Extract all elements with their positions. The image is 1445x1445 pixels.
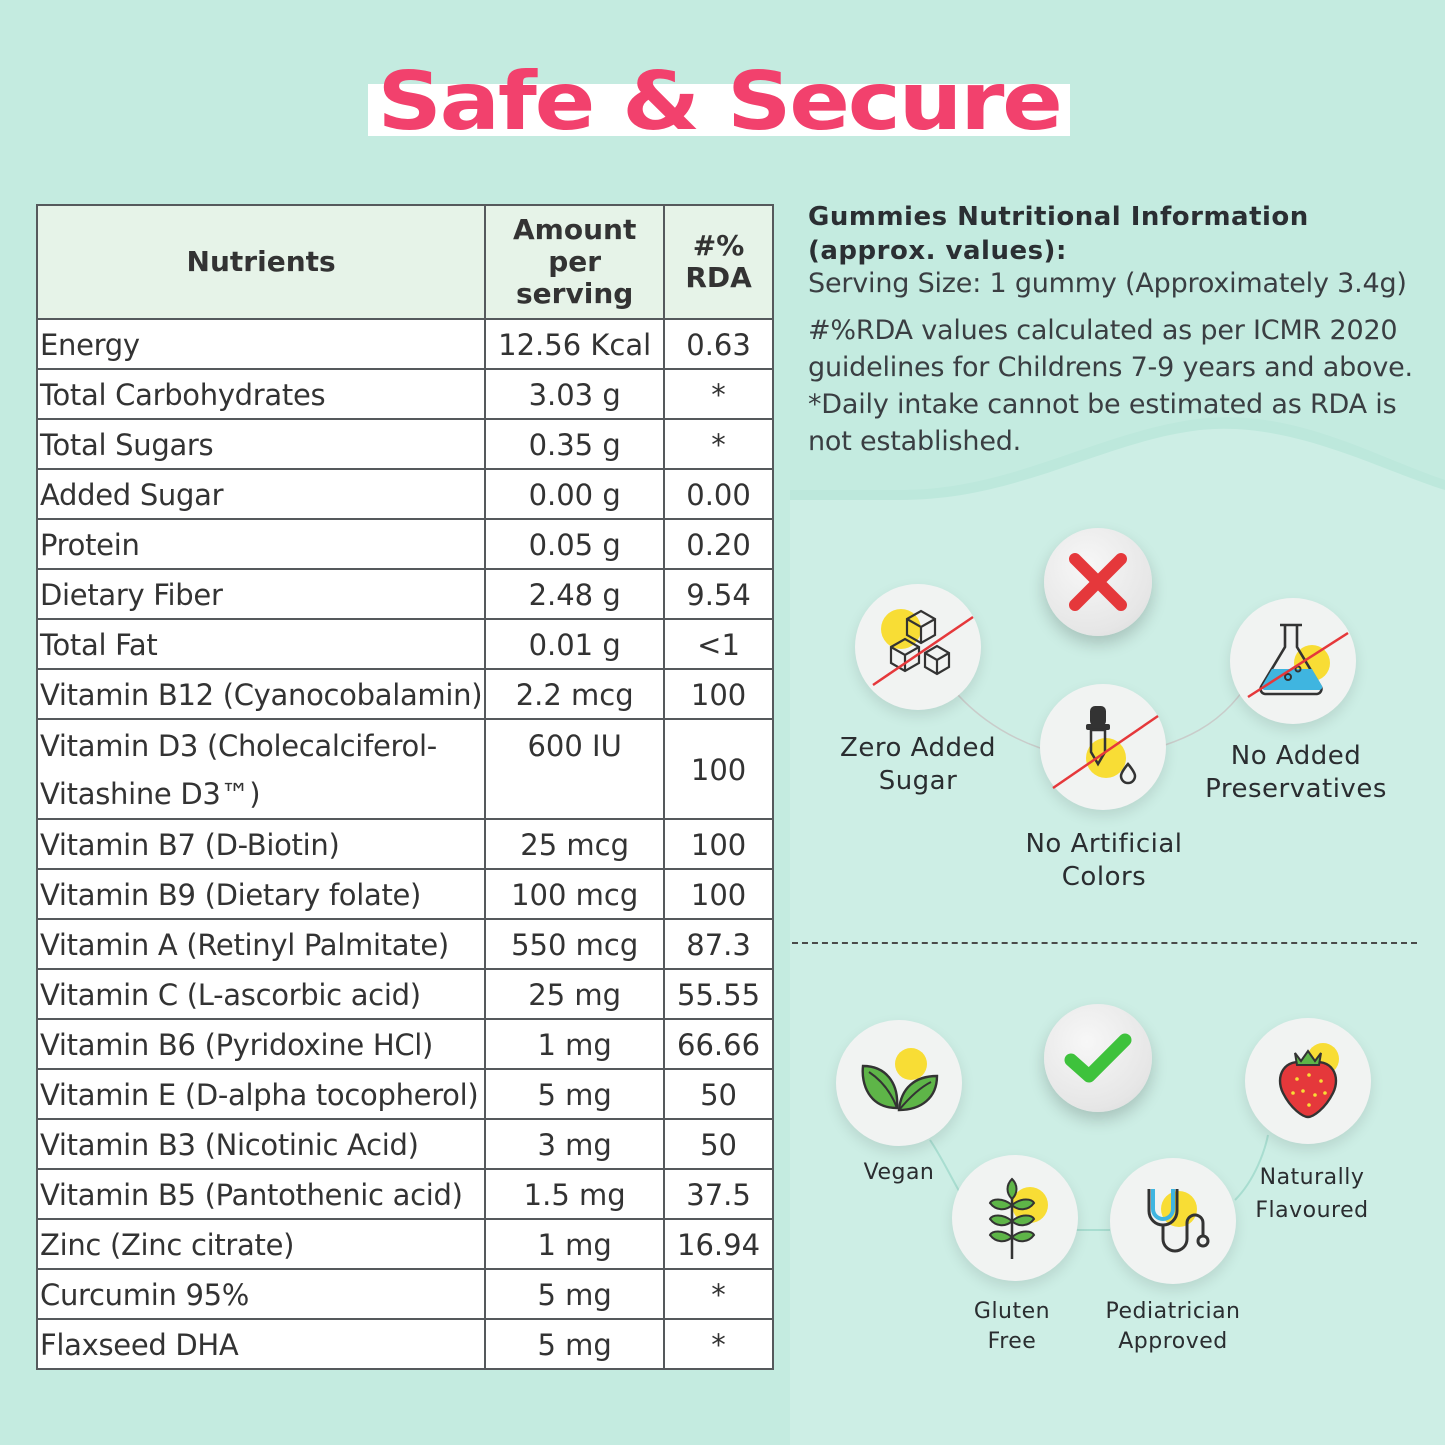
table-row	[37, 619, 773, 669]
zero-sugar-label	[820, 732, 1016, 798]
nutrition-info	[808, 200, 1433, 460]
table-row	[37, 319, 773, 369]
nutrient-amount: 5 mg	[485, 1269, 664, 1319]
no-preservatives-label	[1190, 740, 1402, 806]
nutrient-amount: 0.35 g	[485, 419, 664, 469]
no-colors-line2: Colors	[1061, 862, 1147, 892]
rda-note-2: *Daily intake cannot be estimated as RDA is not established.	[808, 389, 1397, 457]
nutrient-name: Vitamin B9 (Dietary folate)	[37, 869, 485, 919]
stethoscope-icon	[1135, 1183, 1211, 1259]
nutrient-name: Vitamin B5 (Pantothenic acid)	[37, 1169, 485, 1219]
nutrient-rda: 50	[664, 1119, 773, 1169]
nutrient-rda: *	[664, 419, 773, 469]
nutrient-name: Total Sugars	[37, 419, 485, 469]
nutrient-amount: 0.00 g	[485, 469, 664, 519]
pediatrician-line1: Pediatrician	[1105, 1299, 1241, 1324]
gluten-free-line1: Gluten	[973, 1299, 1051, 1324]
strawberry-icon	[1273, 1043, 1343, 1119]
nutrient-amount: 1.5 mg	[485, 1169, 664, 1219]
nutrient-amount: 600 IU	[485, 719, 664, 819]
nutrient-name: Protein	[37, 519, 485, 569]
nutrient-amount: 550 mcg	[485, 919, 664, 969]
nutrient-rda: 100	[664, 669, 773, 719]
table-row	[37, 469, 773, 519]
nutrient-rda: *	[664, 1269, 773, 1319]
wheat-icon	[980, 1175, 1050, 1261]
no-preservatives-line2: Preservatives	[1205, 774, 1387, 804]
nutrient-name: Vitamin B12 (Cyanocobalamin)	[37, 669, 485, 719]
zero-sugar-circle	[855, 584, 981, 710]
table-row	[37, 369, 773, 419]
header-rda: #% RDA	[664, 205, 773, 319]
nutrient-amount: 5 mg	[485, 1319, 664, 1369]
nutrient-rda: 100	[664, 719, 773, 819]
nutrient-amount: 25 mg	[485, 969, 664, 1019]
nutrient-rda: 100	[664, 819, 773, 869]
check-badge	[1044, 1004, 1152, 1112]
table-row	[37, 569, 773, 619]
nutrient-rda: 50	[664, 1069, 773, 1119]
header-amount: Amount per serving	[485, 205, 664, 319]
table-row	[37, 1219, 773, 1269]
nutrient-name: Total Fat	[37, 619, 485, 669]
nutrient-amount: 2.2 mcg	[485, 669, 664, 719]
natural-flavour-circle	[1245, 1018, 1371, 1144]
natural-flavour-line1: Naturally	[1259, 1165, 1365, 1190]
leaves-icon	[859, 1048, 939, 1118]
nutrient-name: Energy	[37, 319, 485, 369]
table-row	[37, 719, 773, 819]
table-row	[37, 1119, 773, 1169]
pediatrician-line2: Approved	[1118, 1329, 1228, 1354]
nutrient-amount: 0.01 g	[485, 619, 664, 669]
rda-note-1: #%RDA values calculated as per ICMR 2020 guidelines for Childrens 7-9 years and above.	[808, 315, 1413, 383]
no-colors-label	[1004, 828, 1204, 894]
natural-flavour-line2: Flavoured	[1255, 1198, 1369, 1223]
table-row	[37, 869, 773, 919]
section-divider	[792, 942, 1417, 944]
nutrient-rda: 66.66	[664, 1019, 773, 1069]
nutrient-amount: 3 mg	[485, 1119, 664, 1169]
table-row	[37, 669, 773, 719]
vegan-circle	[836, 1020, 962, 1146]
table-row	[37, 1319, 773, 1369]
nutrient-amount: 2.48 g	[485, 569, 664, 619]
nutrient-name: Total Carbohydrates	[37, 369, 485, 419]
nutrient-name: Vitamin C (L-ascorbic acid)	[37, 969, 485, 1019]
table-body	[37, 319, 773, 1369]
nutrient-name: Flaxseed DHA	[37, 1319, 485, 1369]
title-banner	[368, 55, 1070, 148]
nutrient-amount: 0.05 g	[485, 519, 664, 569]
nutrient-amount: 100 mcg	[485, 869, 664, 919]
nutrient-name: Zinc (Zinc citrate)	[37, 1219, 485, 1269]
pediatrician-label	[1088, 1297, 1258, 1357]
sugar-cubes-icon	[873, 607, 963, 687]
table-row	[37, 1269, 773, 1319]
nutrient-name: Vitamin A (Retinyl Palmitate)	[37, 919, 485, 969]
vegan-label: Vegan	[863, 1160, 935, 1185]
nutrient-name: Curcumin 95%	[37, 1269, 485, 1319]
pediatrician-circle	[1110, 1158, 1236, 1284]
nutrient-rda: 87.3	[664, 919, 773, 969]
nutrient-name: Added Sugar	[37, 469, 485, 519]
flask-icon	[1248, 621, 1338, 701]
nutrient-rda: 16.94	[664, 1219, 773, 1269]
nutrient-rda: 37.5	[664, 1169, 773, 1219]
nutrient-name: Vitamin B3 (Nicotinic Acid)	[37, 1119, 485, 1169]
dropper-icon	[1058, 702, 1148, 792]
cross-icon	[1065, 549, 1131, 615]
zero-sugar-line2: Sugar	[878, 766, 958, 796]
nutrient-rda: 100	[664, 869, 773, 919]
nutrient-rda: *	[664, 1319, 773, 1369]
gluten-free-label	[950, 1297, 1074, 1357]
no-preservatives-line1: No Added	[1230, 741, 1362, 771]
table-row	[37, 969, 773, 1019]
zero-sugar-line1: Zero Added	[840, 733, 996, 763]
info-heading-line2: (approx. values):	[808, 236, 1067, 266]
nutrient-rda: 0.20	[664, 519, 773, 569]
nutrition-table	[36, 204, 774, 1370]
nutrient-amount: 3.03 g	[485, 369, 664, 419]
table-row	[37, 919, 773, 969]
table-row	[37, 1019, 773, 1069]
nutrient-name: Vitamin D3 (Cholecalciferol- Vitashine D3™)	[37, 719, 485, 819]
table-row	[37, 819, 773, 869]
nutrient-rda: <1	[664, 619, 773, 669]
nutrient-amount: 1 mg	[485, 1219, 664, 1269]
nutrient-amount: 5 mg	[485, 1069, 664, 1119]
cross-badge	[1044, 528, 1152, 636]
table-header-row	[37, 205, 773, 319]
nutrient-amount: 12.56 Kcal	[485, 319, 664, 369]
table-row	[37, 1069, 773, 1119]
table-row	[37, 1169, 773, 1219]
rda-note	[808, 312, 1433, 460]
nutrient-name: Dietary Fiber	[37, 569, 485, 619]
nutrient-amount: 1 mg	[485, 1019, 664, 1069]
gluten-free-line2: Free	[987, 1329, 1037, 1354]
no-colors-circle	[1040, 684, 1166, 810]
no-colors-line1: No Artificial	[1025, 829, 1183, 859]
table-row	[37, 519, 773, 569]
no-preservatives-circle	[1230, 598, 1356, 724]
nutrient-rda: 0.00	[664, 469, 773, 519]
nutrient-name: Vitamin B6 (Pyridoxine HCl)	[37, 1019, 485, 1069]
gluten-free-circle	[952, 1155, 1078, 1281]
page-title: Safe & Secure	[377, 55, 1061, 148]
nutrient-rda: 0.63	[664, 319, 773, 369]
check-icon	[1063, 1030, 1133, 1086]
nutrient-amount: 25 mcg	[485, 819, 664, 869]
nutrient-name: Vitamin B7 (D-Biotin)	[37, 819, 485, 869]
header-nutrients: Nutrients	[37, 205, 485, 319]
serving-size: Serving Size: 1 gummy (Approximately 3.4g)	[808, 268, 1407, 299]
nutrient-rda: *	[664, 369, 773, 419]
info-heading-line1: Gummies Nutritional Information	[808, 202, 1309, 232]
nutrient-name: Vitamin E (D-alpha tocopherol)	[37, 1069, 485, 1119]
nutrient-rda: 9.54	[664, 569, 773, 619]
natural-flavour-label	[1232, 1163, 1392, 1226]
table-row	[37, 419, 773, 469]
nutrient-rda: 55.55	[664, 969, 773, 1019]
